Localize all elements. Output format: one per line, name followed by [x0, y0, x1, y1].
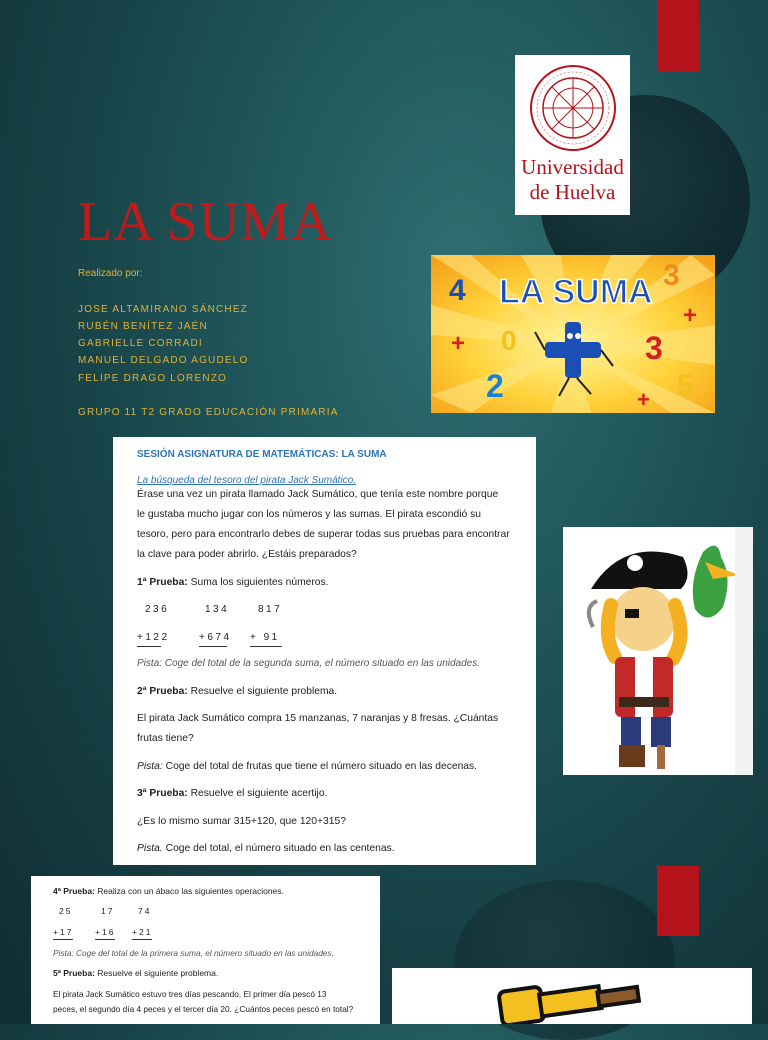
test1-addend: +122 [137, 632, 170, 643]
test3-text: Resuelve el siguiente acertijo. [187, 788, 328, 799]
red-accent-tab [657, 866, 699, 936]
test4-addend: +21 [132, 927, 153, 937]
test1-addend: + 91 [250, 632, 280, 643]
university-logo [515, 55, 630, 215]
story-line: Érase una vez un pirata llamado Jack Sumático, que tenía este nombre porque [137, 489, 499, 500]
hint3 [137, 839, 395, 859]
hint1: Pista: Coge del total de la segunda suma, el número situado en las unidades. [137, 658, 480, 669]
page-title: LA SUMA [78, 191, 333, 253]
hint3-text: Coge del total, el número situado en las centenas. [162, 843, 395, 854]
document-heading: SESIÓN ASIGNATURA DE MATEMÁTICAS: LA SUMA [137, 449, 387, 460]
test1-number: 236 [145, 604, 170, 615]
group-label: GRUPO 11 T2 GRADO EDUCACIÓN PRIMARIA [78, 407, 339, 418]
math-session-document [113, 437, 536, 865]
story-line: la clave para poder abrirlo. ¿Estáis preparados? [137, 549, 357, 560]
test4-addend: +17 [53, 927, 74, 937]
math-session-document-page2 [31, 876, 380, 1024]
hint2 [137, 757, 477, 777]
svg-text:+: + [683, 302, 698, 329]
university-name-line2: de Huelva [529, 180, 616, 204]
made-by-label: Realizado por: [78, 268, 143, 279]
test1-number: 134 [205, 604, 230, 615]
author-name: RUBÉN BENÍTEZ JAÉN [78, 321, 208, 332]
sum-line [95, 939, 115, 940]
svg-text:2: 2 [486, 368, 504, 404]
test1-label: 1ª Prueba: [137, 577, 188, 588]
svg-text:+: + [637, 387, 650, 412]
test3-question: ¿Es lo mismo sumar 315+120, que 120+315? [137, 816, 346, 827]
pirate-illustration [563, 527, 753, 775]
test1-number: 817 [258, 604, 283, 615]
test4-text: Realiza con un ábaco las siguientes operaciones. [94, 886, 284, 896]
test1-text: Suma los siguientes números. [187, 577, 329, 588]
test2-line [137, 682, 337, 702]
test4-number: 74 [138, 906, 152, 916]
test1-addend: +674 [199, 632, 232, 643]
sum-line [199, 646, 227, 647]
story-intro [137, 485, 520, 565]
test4-label: 4ª Prueba: [53, 886, 95, 896]
svg-text:+: + [451, 330, 466, 357]
author-name: FELIPE DRAGO LORENZO [78, 373, 228, 384]
hint4: Pista: Coge del total de la primera suma, el número situado en las unidades. [53, 948, 334, 958]
test5-text: Resuelve el siguiente problema. [94, 968, 219, 978]
sum-line [132, 939, 152, 940]
spyglass-illustration [392, 968, 752, 1024]
svg-text:5: 5 [677, 369, 694, 402]
story-line: tesoro, pero para encontrarlo debes de superar todas sus pruebas para encontrar [137, 529, 510, 540]
sum-line [250, 646, 282, 647]
test5-label: 5ª Prueba: [53, 968, 95, 978]
author-name: MANUEL DELGADO AGUDELO [78, 355, 249, 366]
test4-line [53, 886, 284, 896]
red-accent-tab [657, 0, 699, 72]
banner-title: LA SUMA [499, 273, 653, 311]
test1-line [137, 573, 329, 593]
sum-line [53, 939, 73, 940]
university-name-line1: Universidad [521, 155, 624, 179]
test4-addend: +16 [95, 927, 116, 937]
story-line: le gustaba mucho jugar con los números y las sumas. El pirata escondió su [137, 509, 481, 520]
test5-problem-line: El pirata Jack Sumático estuvo tres días pescando. El primer día pescó 13 [53, 989, 327, 999]
svg-text:3: 3 [663, 259, 680, 292]
university-seal-icon [528, 63, 618, 153]
test2-text: Resuelve el siguiente problema. [187, 686, 338, 697]
sum-line [137, 646, 161, 647]
test4-number: 17 [101, 906, 115, 916]
test4-number: 25 [59, 906, 73, 916]
test2-problem-line: El pirata Jack Sumático compra 15 manzanas, 7 naranjas y 8 fresas. ¿Cuántas [137, 713, 499, 724]
svg-text:3: 3 [645, 330, 663, 366]
svg-text:4: 4 [449, 274, 466, 307]
author-name: GABRIELLE CORRADI [78, 338, 203, 349]
test2-label: 2ª Prueba: [137, 686, 188, 697]
test3-line [137, 784, 327, 804]
document-subheading: La búsqueda del tesoro del pirata Jack Sumático. [137, 475, 357, 486]
la-suma-banner-image [431, 255, 715, 413]
hint3-label: Pista. [137, 843, 163, 854]
test3-label: 3ª Prueba: [137, 788, 188, 799]
svg-text:0: 0 [501, 325, 517, 356]
test5-problem-line: peces, el segundo día 4 peces y el tercer día 20. ¿Cuántos peces pescó en total? [53, 1004, 354, 1014]
hint2-text: Coge del total de frutas que tiene el número situado en las decenas. [162, 761, 478, 772]
author-name: JOSE ALTAMIRANO SÁNCHEZ [78, 304, 249, 315]
hint2-label: Pista: [137, 761, 163, 772]
test2-problem-line: frutas tiene? [137, 733, 194, 744]
test5-line [53, 968, 218, 978]
